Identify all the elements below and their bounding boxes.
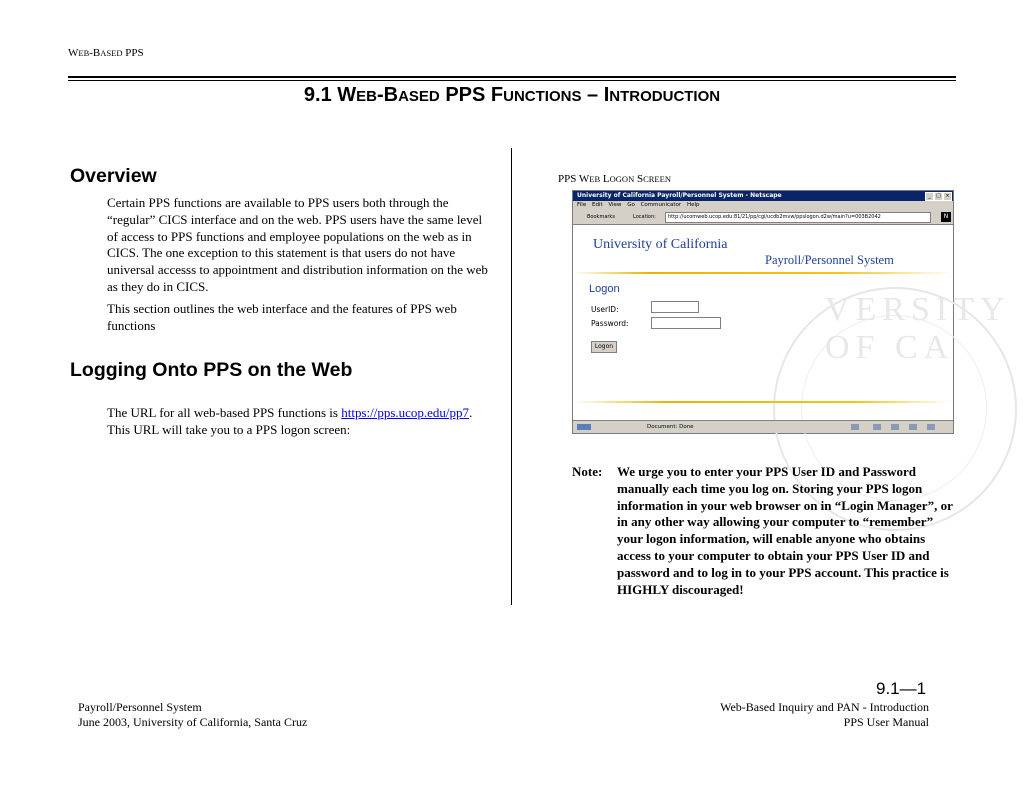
menu-communicator[interactable]: Communicator — [640, 202, 682, 208]
system-name: Payroll/Personnel System — [765, 253, 894, 267]
menu-view[interactable]: View — [608, 202, 622, 208]
browser-titlebar — [573, 191, 953, 201]
security-icon[interactable] — [577, 424, 591, 430]
password-label: Password: — [591, 319, 629, 328]
logging-paragraph — [107, 405, 492, 439]
browser-title: University of California Payroll/Personnel System - Netscape — [577, 192, 782, 199]
column-divider — [511, 148, 512, 605]
browser-menubar — [573, 201, 953, 210]
note-text: We urge you to enter your PPS User ID and Password manually each time you log on. Storing your PPS logon information in your web browser on in “Login Manager”, or in any other way allowing your computer to “remember” your logon information, will enable anyone who obtains access to your computer to obtain your PPS User ID and password and to log in to your PPS account. This practice is HIGHLY discouraged! — [617, 464, 953, 597]
org-name: University of California — [593, 237, 728, 252]
logging-heading: Logging Onto PPS on the Web — [70, 359, 353, 381]
footer-right-line-2: PPS User Manual — [843, 715, 929, 729]
footer-left-line-1: Payroll/Personnel System — [78, 700, 202, 714]
bookmarks-button[interactable]: Bookmarks — [587, 214, 615, 220]
browser-statusbar — [573, 420, 953, 433]
header-rule — [68, 76, 956, 78]
logon-heading: Logon — [589, 283, 620, 295]
overview-paragraph-2: This section outlines the web interface and the features of PPS web functions — [107, 301, 457, 333]
netscape-logo-icon: N — [941, 212, 951, 222]
userid-input[interactable] — [651, 301, 699, 313]
location-label: Location: — [633, 214, 656, 220]
url-field[interactable]: http://ucomweb.ucop.edu:81/21/pp/cgi/ucdb2mvw/ppslogon.d2w/main?u=003B2042 — [665, 212, 931, 223]
footer-left-line-2: June 2003, University of California, Santa Cruz — [78, 715, 308, 729]
gold-rule-top — [573, 272, 953, 274]
component-icon-3[interactable] — [891, 424, 899, 430]
minimize-icon[interactable]: _ — [925, 192, 934, 201]
menu-edit[interactable]: Edit — [591, 202, 603, 208]
header-rule-thin — [68, 80, 956, 81]
figure-caption: PPS WEB LOGON SCREEN — [558, 173, 671, 185]
logging-text-before: The URL for all web-based PPS functions is — [107, 405, 342, 420]
component-icon-1[interactable] — [851, 424, 859, 430]
component-icon-5[interactable] — [927, 424, 935, 430]
pps-url-link[interactable]: https://pps.ucop.edu/pp7 — [341, 405, 470, 420]
password-input[interactable] — [651, 317, 721, 329]
menu-go[interactable]: Go — [627, 202, 635, 208]
page-number: 9.1—1 — [876, 679, 927, 698]
userid-label: UserID: — [591, 305, 619, 314]
menu-help[interactable]: Help — [686, 202, 700, 208]
component-icon-4[interactable] — [909, 424, 917, 430]
logging-text-after: . This URL will take you to a PPS logon screen: — [107, 405, 473, 437]
component-icon-2[interactable] — [873, 424, 881, 430]
browser-location-bar — [573, 210, 953, 225]
footer-right-line-1: Web-Based Inquiry and PAN - Introduction — [720, 700, 929, 714]
maximize-icon[interactable]: □ — [934, 192, 943, 201]
close-icon[interactable]: × — [943, 192, 952, 201]
overview-paragraph-1: Certain PPS functions are available to PPS users both through the “regular” CICS interface and on the web. PPS users have the same level of access to PPS functions and employee populations on the web as in CICS. The one exception to this statement is that users do not have universal accesss to appointment and distribution information on the web as they do in CICS. — [107, 195, 488, 294]
logon-screenshot — [572, 190, 1010, 434]
running-head: WEB-BASED PPS — [68, 47, 144, 59]
overview-heading: Overview — [70, 165, 157, 187]
menu-file[interactable]: File — [577, 202, 587, 208]
seal-watermark-text: VERSITY OF CA — [825, 291, 1010, 366]
browser-content — [573, 225, 1010, 420]
section-title: 9.1 WEB-BASED PPS FUNCTIONS – INTRODUCTION — [303, 84, 721, 106]
gold-rule-bottom — [573, 401, 953, 403]
status-text: Document: Done — [647, 424, 694, 430]
logon-button[interactable]: Logon — [591, 341, 617, 353]
note-label: Note: — [572, 464, 603, 479]
